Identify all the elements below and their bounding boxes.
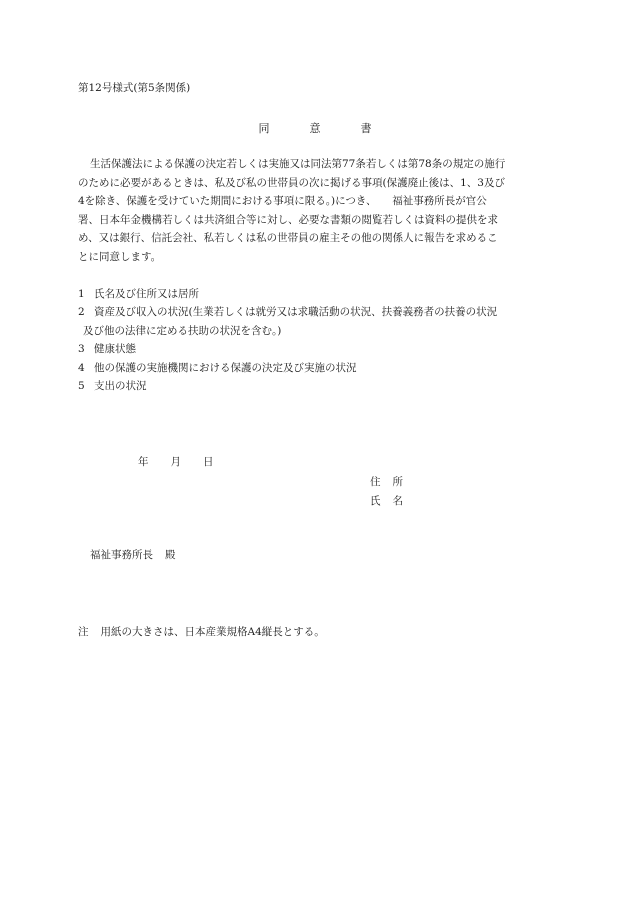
item-continuation: 及び他の法律に定める扶助の状況を含む。) (83, 324, 282, 337)
list-item (78, 285, 558, 303)
note-text: 用紙の大きさは、日本産業規格A4縦長とする。 (100, 626, 325, 638)
item-text: 氏名及び住所又は居所 (94, 288, 199, 300)
address-label-char-2: 所 (392, 476, 403, 488)
item-number: 5 (78, 380, 85, 393)
body-line: のために必要があるときは、私及び私の世帯員の次に掲げる事項(保護廃止後は、1、3及び (78, 176, 505, 189)
body-line: め、又は銀行、信託会社、私若しくは私の世帯員の雇主その他の関係人に報告を求めるこ (78, 232, 498, 245)
item-text: 他の保護の実施機関における保護の決定及び実施の状況 (94, 361, 357, 374)
name-label-char-2: 名 (392, 495, 403, 507)
body-line: 生活保護法による保護の決定若しくは実施又は同法第77条若しくは第78条の規定の施行 (90, 158, 506, 170)
name-label-char-1: 氏 (370, 495, 381, 507)
body-line: 署、日本年金機構若しくは共済組合等に対し、必要な書類の閲覧若しくは資料の提供を求 (78, 213, 498, 226)
item-text: 支出の状況 (94, 380, 147, 393)
item-number: 3 (78, 343, 85, 356)
title-char-3: 書 (360, 122, 372, 135)
addressee (90, 547, 176, 562)
form-number: 第12号様式(第5条関係) (78, 82, 191, 94)
body-line: 4を除き、保護を受けていた期間における事項に限る。)につき、 福祉事務所長が官公 (78, 195, 487, 208)
item-number: 2 (78, 306, 85, 319)
item-number: 4 (78, 361, 85, 374)
note-label: 注 (78, 626, 89, 638)
title-char-1: 同 (258, 122, 270, 135)
list-item (78, 303, 558, 321)
footnote (78, 624, 325, 639)
item-list (78, 285, 558, 395)
name-label (370, 493, 403, 508)
body-line: とに同意します。 (78, 250, 162, 263)
document-title (0, 120, 630, 136)
date-year: 年 (138, 456, 149, 468)
list-item (78, 359, 558, 377)
address-label (370, 474, 403, 489)
consent-body (78, 155, 554, 267)
list-item (78, 377, 558, 395)
list-item (78, 340, 558, 358)
item-text: 資産及び収入の状況(生業若しくは就労又は求職活動の状況、扶養義務者の扶養の状況 (94, 306, 498, 319)
addressee-office: 福祉事務所長 (90, 549, 153, 561)
address-label-char-1: 住 (370, 476, 381, 488)
addressee-honorific: 殿 (165, 549, 176, 561)
date-day: 日 (203, 456, 214, 468)
item-text: 健康状態 (94, 343, 136, 356)
date-line (138, 454, 214, 469)
title-char-2: 意 (309, 122, 321, 135)
item-number: 1 (78, 288, 85, 300)
date-month: 月 (170, 456, 181, 468)
